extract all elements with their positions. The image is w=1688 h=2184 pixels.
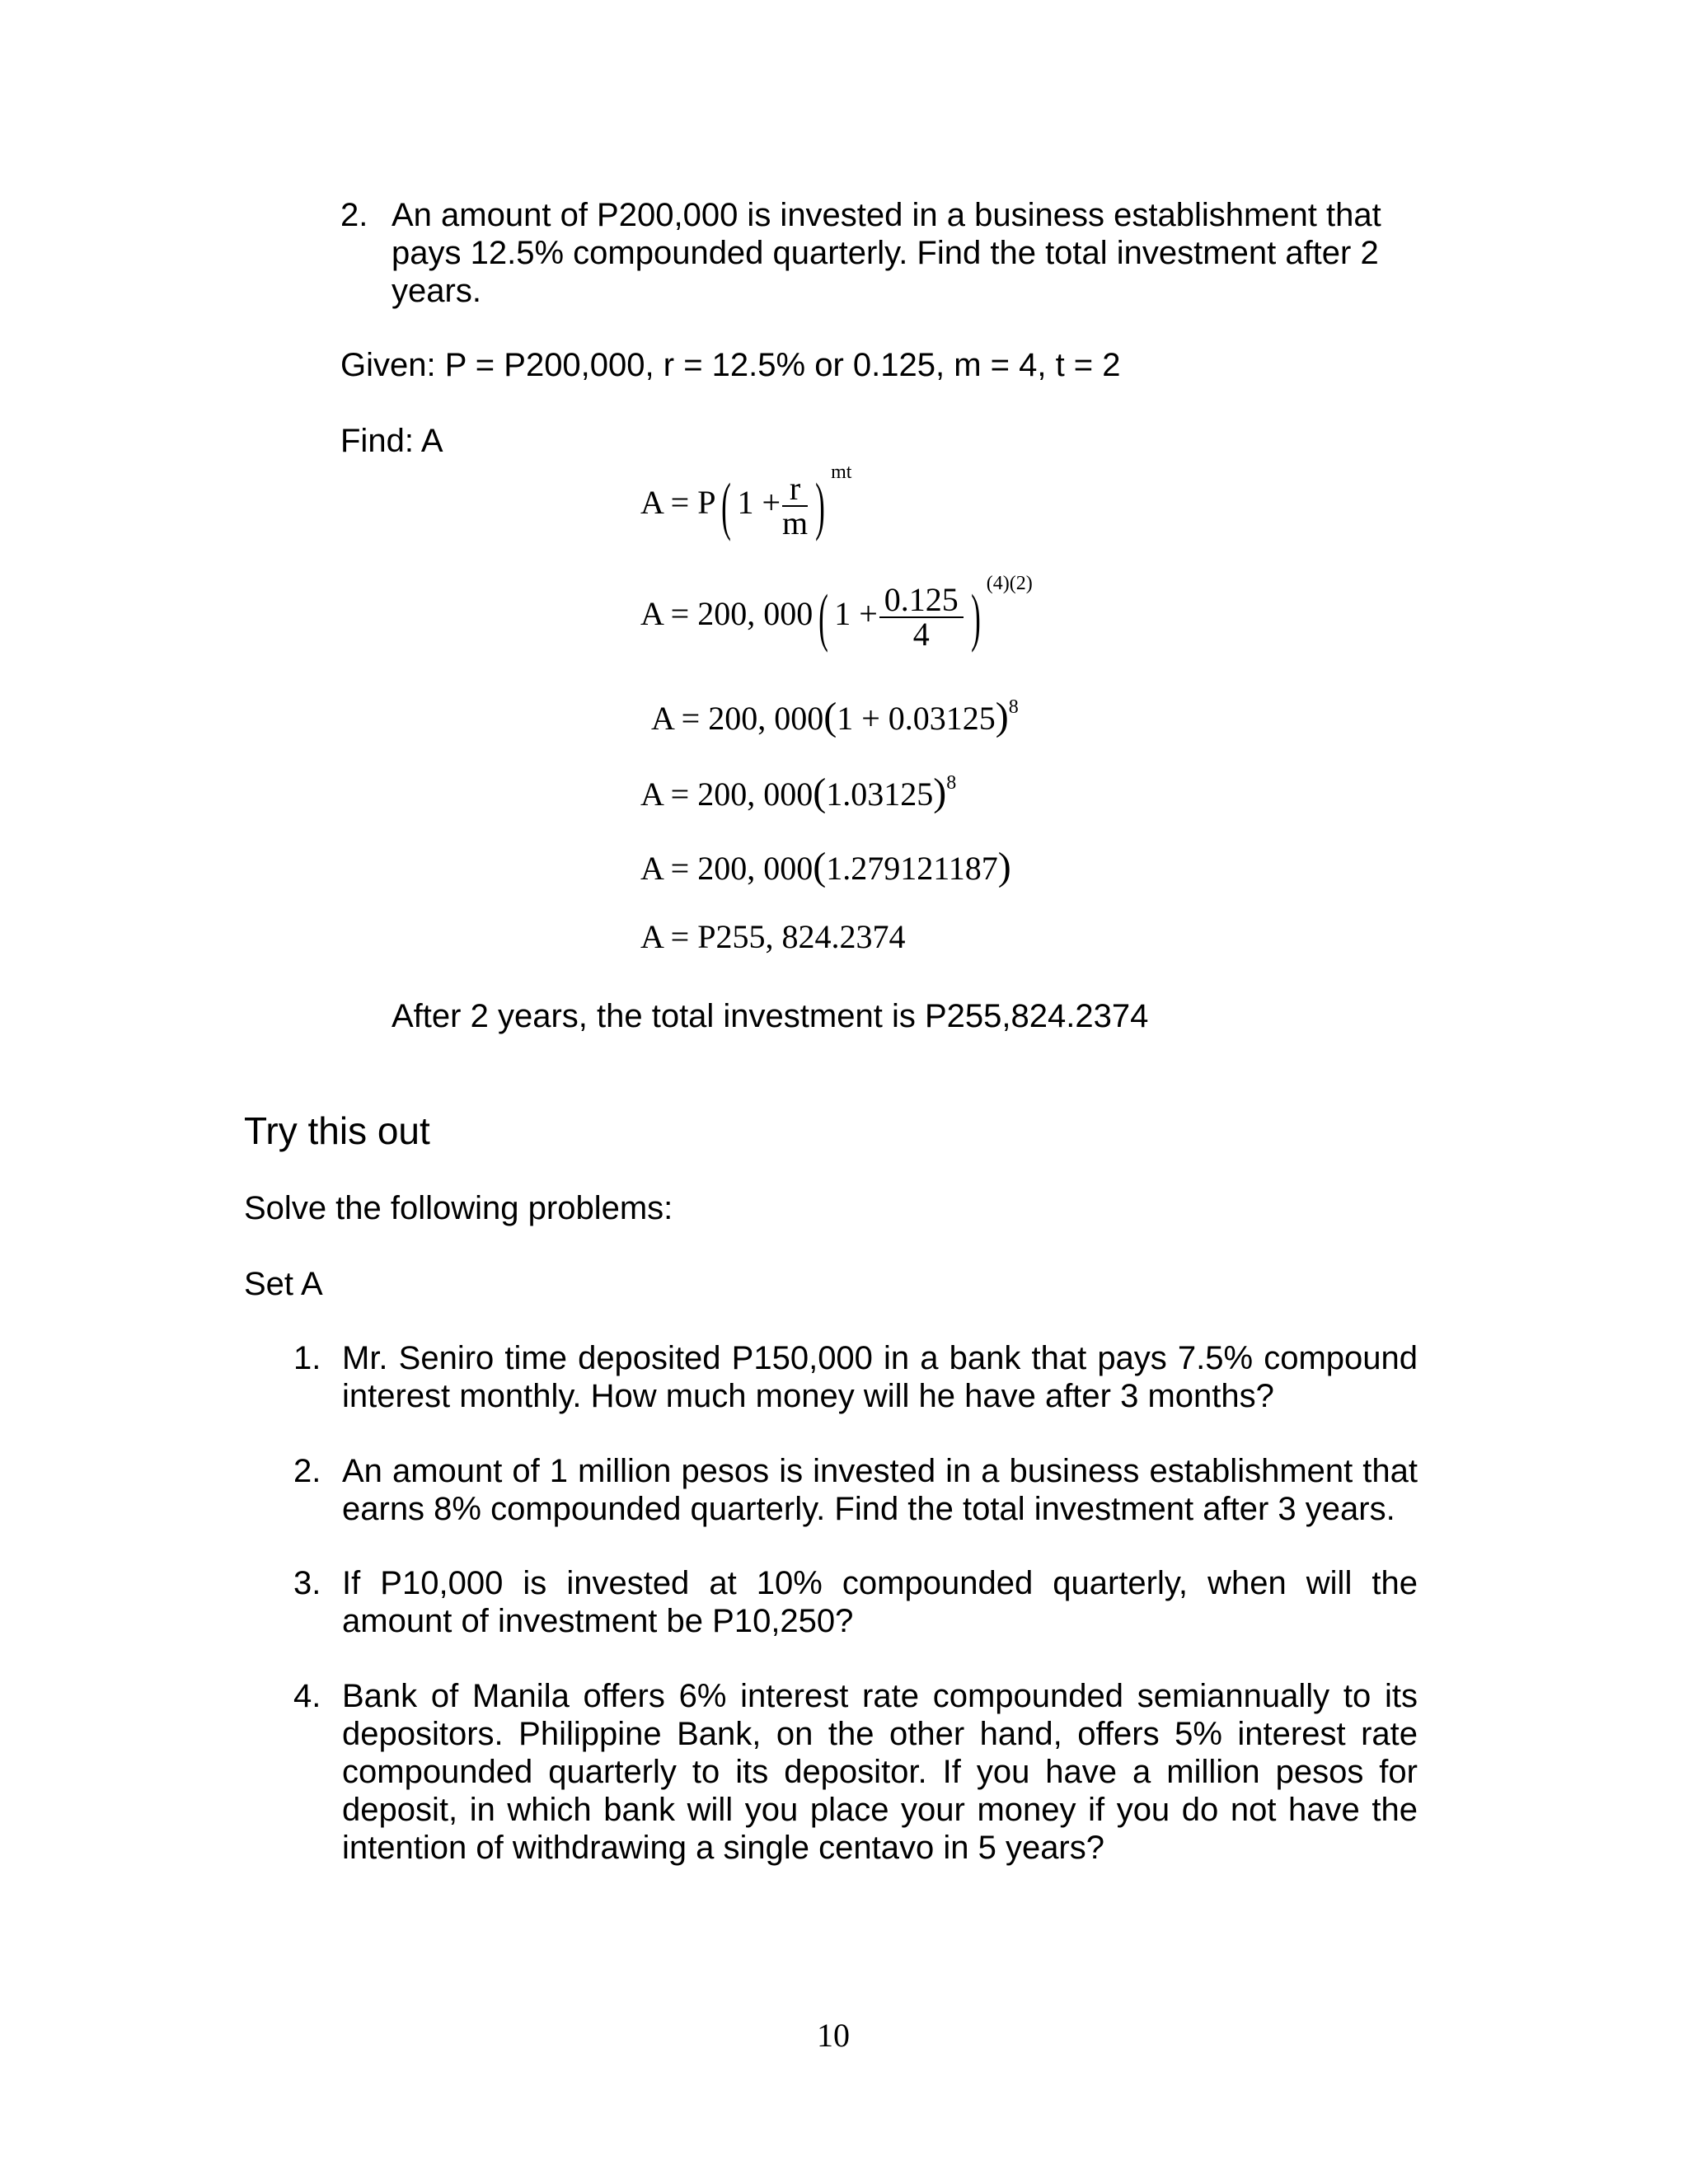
section-heading: Try this out (244, 1109, 430, 1152)
find-line: Find: A (340, 423, 443, 459)
problem-text: An amount of 1 million pesos is invested in a business establishment that earns 8% compounded quarterly. Find the total investment after 3 years. (342, 1453, 1418, 1527)
formula-step3: A = 200, $000(1 + 0.03125)^8$ (651, 695, 1019, 738)
given-line: Given: P = P200,000, r = 12.5% or 0.125, m = 4, t = 2 (340, 347, 1121, 383)
problem-number: 2. (293, 1453, 321, 1489)
example-number: 2. (340, 197, 368, 233)
problem-number: 4. (293, 1678, 321, 1714)
formula-step5: A = 200, 000(1.279121187) (640, 845, 1011, 888)
problem-text: If P10,000 is invested at 10% compounded quarterly, when will the amount of investment be P10,250? (342, 1565, 1418, 1639)
set-label: Set A (244, 1266, 323, 1302)
formula-result: A = P255, 824.2374 (640, 918, 906, 955)
problem-number: 1. (293, 1340, 321, 1376)
problem-number: 3. (293, 1565, 321, 1601)
example-conclusion: After 2 years, the total investment is P255,824.2374 (392, 998, 1149, 1034)
problem-text: Bank of Manila offers 6% interest rate compounded semiannually to its depositors. Philippine Bank, on the other hand, offers 5% interest rate compounded quarterly to its depositor. If you have a million pesos for deposit, in which bank will you place your money if you do not have the intention of withdrawing a single centavo in 5 years? (342, 1678, 1418, 1866)
formula-general: A = P( 1 + $\frac{r}{m}$ ) $^{mt}$ (640, 462, 852, 541)
example-problem: An amount of P200,000 is invested in a business establishment that pays 12.5% compounded quarterly. Find the total investment after 2 years. (392, 197, 1381, 309)
formula-substituted: A = 200, 000( 1 + $\frac{0.125}{4}$ ) $^{(4)(2)}$ (640, 573, 1033, 653)
formula-step4: A = 200, $000(1.03125)^8$ (640, 771, 957, 814)
section-instruction: Solve the following problems: (244, 1190, 673, 1226)
page-number: 10 (817, 2017, 850, 2054)
problem-text: Mr. Seniro time deposited P150,000 in a bank that pays 7.5% compound interest monthly. How much money will he have after 3 months? (342, 1340, 1418, 1414)
